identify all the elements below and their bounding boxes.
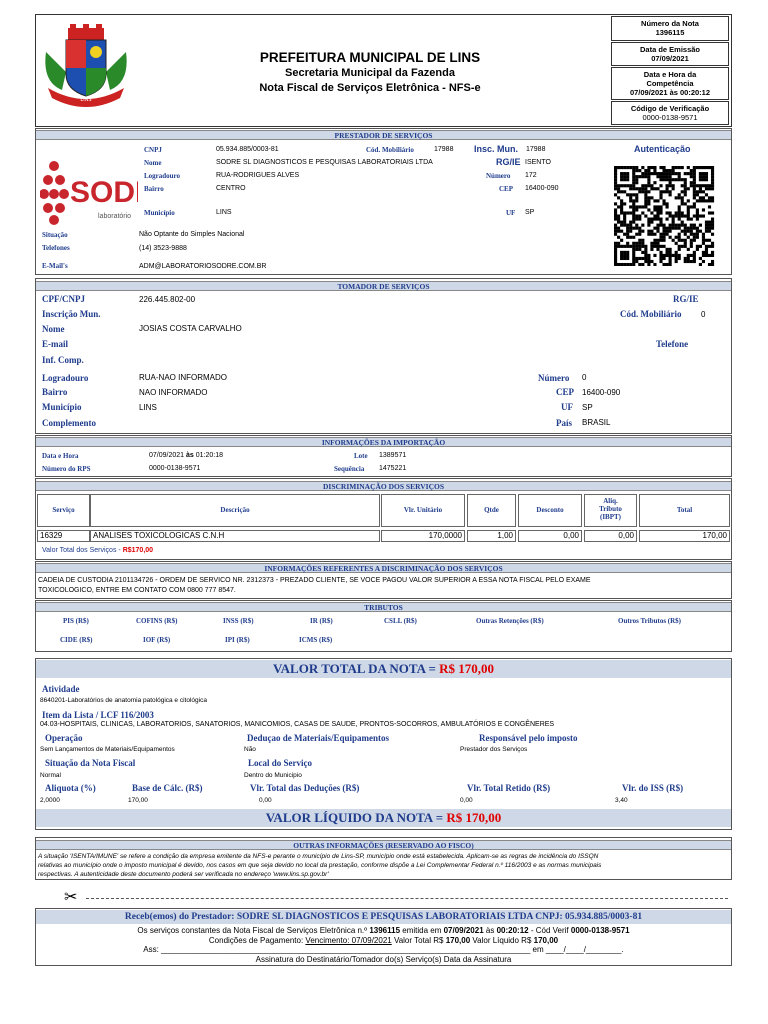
tom-numero-label: Número [538,373,570,383]
prest-cnpj: 05.934.885/0003-81 [216,146,279,153]
outras-title: OUTRAS INFORMAÇÕES (RESERVADO AO FISCO) [36,840,731,850]
tom-cep-label: CEP [556,387,574,397]
retido: 0,00 [460,797,473,804]
competencia-value: 07/09/2021 às 00:20:12 [629,88,711,97]
trib-ipi: IPI (R$) [225,636,250,644]
row-aliq: 0,00 [584,530,637,542]
aliquota: 2,0000 [40,797,60,804]
autenticacao-label: Autenticação [634,144,691,154]
tom-bairro: NAO INFORMADO [139,388,208,397]
tom-uf: SP [582,403,593,412]
deducoes-label: Vlr. Total das Deduções (R$) [250,783,360,793]
competencia-label-2: Competência [646,79,694,88]
doc-type: Nota Fiscal de Serviços Eletrônica - NFS-e [259,82,481,94]
emissao-value: 07/09/2021 [651,54,689,63]
imp-lote-label: Lote [354,452,368,460]
prest-numero-label: Número [486,172,511,180]
prest-numero: 172 [525,172,537,179]
logo-text: SOD [70,176,136,209]
prest-rg: ISENTO [525,159,551,166]
row-qtde: 1,00 [467,530,516,542]
col-aliq-header: Aliq. Tributo (IBPT) [584,494,637,527]
competencia-label-1: Data e Hora da [643,70,697,79]
recibo-l1-cod: 0000-0138-9571 [570,926,630,935]
item-label: Item da Lista / LCF 116/2003 [42,710,154,720]
prest-insc-label: Insc. Mun. [474,144,519,154]
row-descricao: ANALISES TOXICOLOGICAS C.N.H [90,530,380,542]
prestador-logo [40,146,138,228]
tom-pais: BRASIL [582,418,611,427]
tom-email-label: E-mail [42,339,68,349]
recibo-l1-time: 00:20:12 [496,926,529,935]
numero-nota-value: 1396115 [655,28,685,37]
col-servico-header: Serviço [37,494,90,527]
recibo-l1-a: Os serviços constantes da Nota Fiscal de Serviços Eletrônica n.º [137,926,368,935]
col-descricao-header: Descrição [90,494,380,527]
tom-pais-label: País [556,418,573,428]
emissao-box [611,42,729,66]
prest-situacao: Não Optante do Simples Nacional [139,231,245,238]
base: 170,00 [128,797,148,804]
verificacao-label: Código de Verificação [630,104,710,113]
tom-numero: 0 [582,373,587,382]
retido-label: Vlr. Total Retido (R$) [467,783,551,793]
prest-email-label: E-Mail's [42,262,68,270]
tomador-title: TOMADOR DE SERVIÇOS [36,281,731,291]
tom-logradouro: RUA-NAO INFORMADO [139,373,227,382]
prest-cep: 16400-090 [525,185,559,192]
responsavel: Prestador dos Serviços [460,746,528,753]
operacao-label: Operação [45,733,83,743]
prest-uf: SP [525,209,535,216]
verificacao-box [611,101,729,125]
valor-liquido-value: R$ 170,00 [446,810,502,825]
recibo-l2-liq: 170,00 [533,936,559,945]
trib-csll: CSLL (R$) [384,617,417,625]
prest-rg-label: RG/IE [496,157,521,167]
local-label: Local do Serviço [248,758,312,768]
outras-line-3: respectivas. A autenticidade deste documento poderá ser verificada no endereço 'www.lins.sp.gov.br' [38,871,329,878]
crest-text: LINS [80,97,92,103]
tom-cpf-label: CPF/CNPJ [42,294,85,304]
tom-insc-label: Inscrição Mun. [42,309,101,319]
valor-liquido-label: VALOR LÍQUIDO DA NOTA = [265,810,444,825]
tributos-title: TRIBUTOS [36,602,731,612]
trib-iof: IOF (R$) [143,636,171,644]
scissors-icon: ✂ [64,889,78,906]
col-unitario-header: Vlr. Unitário [381,494,465,527]
numero-nota-label: Número da Nota [641,19,699,28]
valores-box [35,658,732,830]
row-servico: 16329 [37,530,90,542]
prest-municipio-label: Município [144,209,175,217]
operacao: Sem Lançamentos de Materiais/Equipamentos [40,746,175,753]
info-discriminacao-title: INFORMAÇÕES REFERENTES A DISCRIMINAÇÃO DOS SERVIÇOS [36,563,731,573]
trib-pis: PIS (R$) [63,617,89,625]
imp-rps: 0000-0138-9571 [149,465,201,472]
trib-inss: INSS (R$) [223,617,254,625]
iss: 3,40 [615,797,628,804]
imp-seq-label: Sequência [334,465,365,473]
prest-logradouro: RUA-RODRIGUES ALVES [216,172,300,179]
tom-bairro-label: Bairro [42,387,68,397]
trib-ir: IR (R$) [310,617,333,625]
recibo-line-2 [36,936,731,945]
imp-hora: 01:20:18 [195,452,223,459]
prest-situacao-label: Situação [42,231,68,239]
city-crest [38,22,134,108]
valor-total-nota-bar [36,660,731,678]
col-total-header: Total [639,494,730,527]
tom-rg-label: RG/IE [673,294,699,304]
imp-rps-label: Número do RPS [42,465,91,473]
valor-total-value: R$ 170,00 [439,661,495,676]
tom-nome-label: Nome [42,324,65,334]
prest-nome: SODRE SL DIAGNOSTICOS E PESQUISAS LABORATORIAIS LTDA [216,159,433,166]
tom-cpf: 226.445.802-00 [139,295,196,304]
prest-telefones-label: Telefones [42,244,70,252]
deducao-label: Deduçao de Materiais/Equipamentos [247,733,390,743]
competencia-box [611,67,729,100]
servicos-total-value: R$170,00 [122,547,154,554]
recibo-line-1 [36,926,731,935]
recibo-l2-c: Valor Líquido R$ [472,936,532,945]
tom-telefone-label: Telefone [656,339,689,349]
recibo-l2-b: Valor Total R$ [393,936,444,945]
recibo-l2-a: Condições de Pagamento: [208,936,304,945]
tom-municipio-label: Município [42,402,82,412]
trib-cofins: COFINS (R$) [136,617,178,625]
tom-nome: JOSIAS COSTA CARVALHO [139,324,242,333]
prestador-title: PRESTADOR DE SERVIÇOS [36,130,731,140]
recibo-line-4: Assinatura do Destinatário/Tomador do(s) Serviço(s) Data da Assinatura [255,955,512,964]
responsavel-label: Responsável pelo imposto [479,733,578,743]
prest-cep-label: CEP [499,185,513,193]
row-desconto: 0,00 [518,530,582,542]
situacao-nf-label: Situação da Nota Fiscal [45,758,136,768]
trib-outros-trib: Outros Tributos (R$) [618,617,682,625]
imp-lote: 1389571 [379,452,407,459]
info-line-2: TOXICOLOGICO, ENTRE EM CONTATO COM 0800 777 8547. [38,587,236,594]
tom-logradouro-label: Logradouro [42,373,89,383]
imp-seq: 1475221 [379,465,407,472]
recibo-l1-date: 07/09/2021 [443,926,484,935]
recibo-title: Receb(emos) do Prestador: SODRE SL DIAGNOSTICOS E PESQUISAS LABORATORIAIS LTDA CNPJ: 05.934.885/0003-81 [36,910,731,924]
outras-line-2: relativas ao município onde o imposto municipal é devido, nos casos em que seja devido no local da prestação, conforme dispõe a Lei Complementar Federal n.º 116/2003 e as normas municipais [38,862,602,869]
emissao-label: Data de Emissão [639,45,701,54]
trib-outras-ret: Outras Retenções (R$) [476,617,544,625]
aliquota-label: Aliquota (%) [45,783,96,793]
tom-codmob: 0 [701,310,706,319]
recibo-l1-b: emitida em [402,926,442,935]
iss-label: Vlr. do ISS (R$) [622,783,684,793]
tom-inf-label: Inf. Comp. [42,355,84,365]
servicos-title: DISCRIMINAÇÃO DOS SERVIÇOS [36,481,731,491]
page-subtitle: Secretaria Municipal da Fazenda [285,67,455,79]
local: Dentro do Municipio [244,772,302,779]
prest-uf-label: UF [506,209,516,217]
deducoes: 0,00 [259,797,272,804]
tom-codmob-label: Cód. Mobiliário [620,309,682,319]
recibo-line-3: Ass: ___________________________________________________________________________________ em ____/____/________. [143,945,624,954]
row-total: 170,00 [639,530,730,542]
tom-complemento-label: Complemento [42,418,96,428]
atividade-label: Atividade [42,684,80,694]
tom-municipio: LINS [139,403,157,412]
prest-telefones: (14) 3523-9888 [139,245,187,252]
prest-email: ADM@LABORATORIOSODRE.COM.BR [139,263,267,270]
imp-data [149,452,223,459]
cut-line [86,898,728,899]
prest-cnpj-label: CNPJ [144,146,162,154]
numero-nota-box [611,16,729,41]
prest-bairro: CENTRO [216,185,246,192]
base-label: Base de Cálc. (R$) [132,783,203,793]
qr-code [612,166,716,266]
recibo-l1-d: - Cód Verif [530,926,569,935]
prest-bairro-label: Bairro [144,185,164,193]
recibo-l1-c: às [485,926,495,935]
trib-cide: CIDE (R$) [60,636,93,644]
prest-logradouro-label: Logradouro [144,172,181,180]
valor-liquido-bar [36,809,731,827]
importacao-title: INFORMAÇÕES DA IMPORTAÇÃO [36,437,731,447]
imp-data-label: Data e Hora [42,452,79,460]
recibo-l1-num: 1396115 [369,926,401,935]
logo-sub: laboratório [98,213,132,220]
servicos-total [42,547,153,554]
row-unitario: 170,0000 [381,530,465,542]
tom-uf-label: UF [561,402,573,412]
info-line-1: CADEIA DE CUSTODIA 2101134726 - ORDEM DE SERVICO NR. 2312373 - PREZADO CLIENTE, SE VOCE PAGOU VALOR SUPERIOR A ESSA NOTA FISCAL PELO EXAME [38,577,591,584]
imp-as: às [186,452,194,459]
situacao-nf: Normal [40,772,61,779]
col-desconto-header: Desconto [518,494,582,527]
recibo-l2-total: 170,00 [445,936,471,945]
valor-total-label: VALOR TOTAL DA NOTA = [272,661,436,676]
imp-data-value: 07/09/2021 [149,452,185,459]
col-qtde-header: Qtde [467,494,516,527]
atividade: 8640201-Laboratórios de anatomia patológica e citológica [40,697,207,704]
item: 04.03-HOSPITAIS, CLINICAS, LABORATORIOS, SANATORIOS, MANICOMIOS, CASAS DE SAUDE, PRONTOS-SOCORROS, AMBULATÓRIOS E CONGÊNERES [40,721,555,728]
page-title: PREFEITURA MUNICIPAL DE LINS [259,50,481,65]
prest-insc: 17988 [526,146,546,153]
prest-codmob: 17988 [434,146,454,153]
trib-icms: ICMS (R$) [299,636,333,644]
recibo-l2-venc: Vencimento: 07/09/2021 [305,936,392,945]
verificacao-value: 0000-0138-9571 [642,113,698,122]
tom-cep: 16400-090 [582,388,621,397]
outras-line-1: A situação 'ISENTA/IMUNE' se refere a condição da empresa emitente da NFS-e perante o município de Lins-SP, município onde está estabelecida. Aplicam-se as regras de incidência do ISSQN [38,853,599,860]
prest-codmob-label: Cód. Mobiliário [366,146,414,154]
servicos-total-label: Valor Total dos Serviços - [42,547,121,554]
prest-nome-label: Nome [144,159,162,167]
deducao: Não [244,746,256,753]
prest-municipio: LINS [216,209,232,216]
